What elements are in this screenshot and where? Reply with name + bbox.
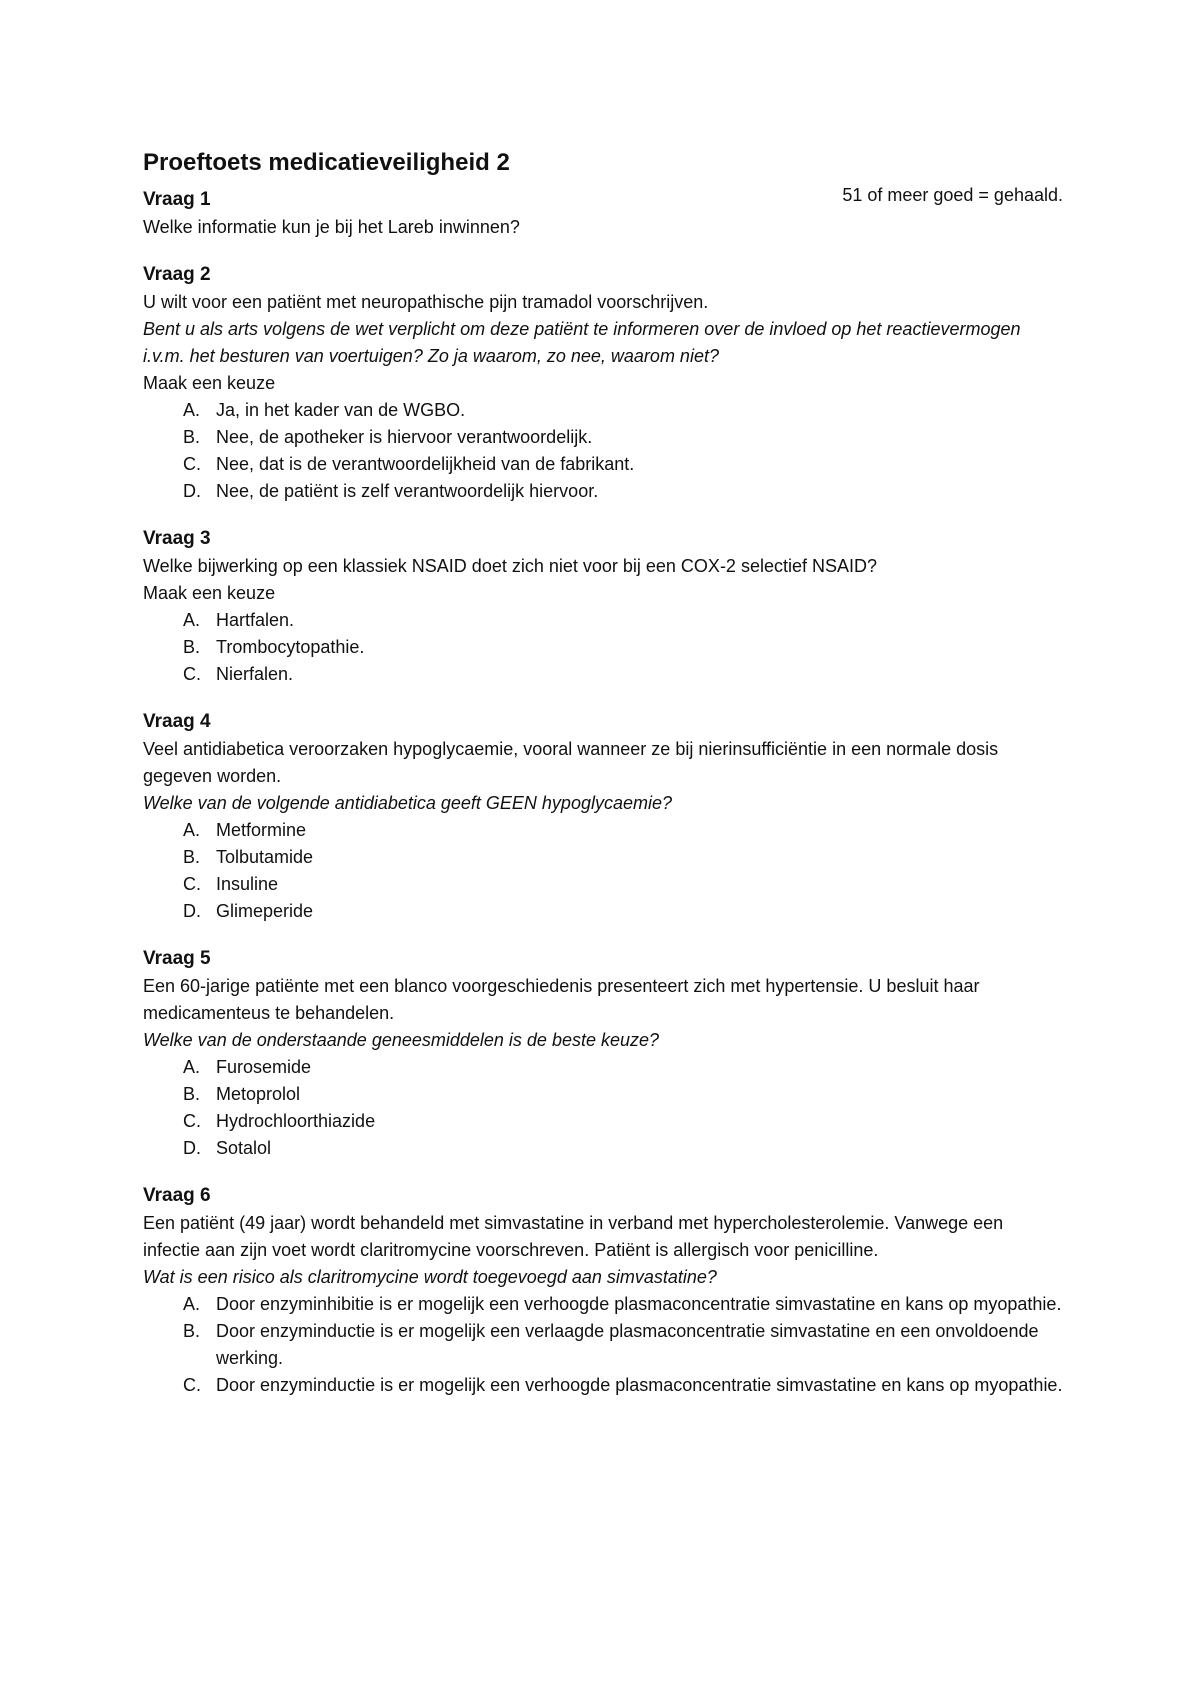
- answer-option: [143, 607, 1063, 634]
- question-title: Vraag 4: [143, 711, 211, 732]
- option-text: Nee, de apotheker is hiervoor verantwoordelijk.: [216, 427, 593, 447]
- option-text: Glimeperide: [216, 901, 314, 921]
- score-note: 51 of meer goed = gehaald.: [842, 185, 1063, 205]
- question-text: U wilt voor een patiënt met neuropathische pijn tramadol voorschrijven.: [143, 292, 709, 312]
- option-text: Sotalol: [216, 1138, 272, 1158]
- choice-hint: Maak een keuze: [143, 373, 276, 393]
- answer-option: [143, 451, 1063, 478]
- question-list: [143, 186, 1063, 1399]
- question-text: Welke bijwerking op een klassiek NSAID doet zich niet voor bij een COX-2 selectief NSAID?: [143, 556, 878, 576]
- answer-option: [143, 817, 1063, 844]
- answer-option: [143, 424, 1063, 451]
- question-title: Vraag 1: [143, 189, 211, 210]
- answer-option: [143, 1081, 1063, 1108]
- question-text: Een patiënt (49 jaar) wordt behandeld met simvastatine in verband met hypercholesterolemie. Vanwege een infectie aan zijn voet wordt claritromycine voorschreven. Patiënt is allergisch voor penicilline.: [143, 1213, 1004, 1260]
- option-list: [143, 607, 1063, 688]
- question-text: Veel antidiabetica veroorzaken hypoglycaemie, vooral wanneer ze bij nierinsufficiëntie in een normale dosis gegeven worden.: [143, 739, 999, 786]
- option-list: [143, 1291, 1063, 1399]
- question-block: [143, 945, 1063, 1162]
- option-letter: B.: [183, 1084, 201, 1104]
- option-text: Door enzyminductie is er mogelijk een verhoogde plasmaconcentratie simvastatine en kans op myopathie.: [216, 1375, 1063, 1395]
- option-letter: A.: [183, 1294, 201, 1314]
- option-letter: A.: [183, 820, 201, 840]
- option-text: Hydrochloorthiazide: [216, 1111, 376, 1131]
- option-letter: C.: [183, 874, 201, 894]
- option-letter: C.: [183, 1375, 201, 1395]
- question-block: [143, 261, 1063, 505]
- question-block: [143, 525, 1063, 688]
- question-title: Vraag 3: [143, 528, 211, 549]
- page-title: Proeftoets medicatieveiligheid 2: [143, 149, 510, 176]
- option-text: Metoprolol: [216, 1084, 301, 1104]
- question-text: Een 60-jarige patiënte met een blanco voorgeschiedenis presenteert zich met hypertensie. U besluit haar medicamenteus te behandelen.: [143, 976, 980, 1023]
- option-text: Nee, dat is de verantwoordelijkheid van de fabrikant.: [216, 454, 635, 474]
- option-letter: B.: [183, 847, 201, 867]
- option-list: [143, 1054, 1063, 1162]
- option-text: Insuline: [216, 874, 279, 894]
- option-letter: B.: [183, 637, 201, 657]
- question-prompt: Welke van de volgende antidiabetica geeft GEEN hypoglycaemie?: [143, 793, 672, 813]
- answer-option: [143, 1135, 1063, 1162]
- option-text: Tolbutamide: [216, 847, 314, 867]
- question-text: Welke informatie kun je bij het Lareb inwinnen?: [143, 217, 520, 237]
- answer-option: [143, 871, 1063, 898]
- answer-option: [143, 634, 1063, 661]
- question-title: Vraag 2: [143, 264, 211, 285]
- answer-option: [143, 844, 1063, 871]
- question-prompt: Welke van de onderstaande geneesmiddelen is de beste keuze?: [143, 1030, 660, 1050]
- option-letter: A.: [183, 610, 201, 630]
- option-letter: C.: [183, 454, 201, 474]
- option-text: Nierfalen.: [216, 664, 294, 684]
- answer-option: [143, 397, 1063, 424]
- option-letter: C.: [183, 1111, 201, 1131]
- answer-option: [143, 1054, 1063, 1081]
- choice-hint: Maak een keuze: [143, 583, 276, 603]
- question-prompt: Bent u als arts volgens de wet verplicht om deze patiënt te informeren over de invloed op het reactievermogen i.v.m. het besturen van voertuigen? Zo ja waarom, zo nee, waarom niet?: [143, 319, 1021, 366]
- answer-option: [143, 1291, 1063, 1318]
- option-text: Hartfalen.: [216, 610, 295, 630]
- answer-option: [143, 1108, 1063, 1135]
- answer-option: [143, 1372, 1063, 1399]
- option-letter: D.: [183, 481, 201, 501]
- option-text: Door enzyminductie is er mogelijk een verlaagde plasmaconcentratie simvastatine en een onvoldoende werking.: [216, 1321, 1039, 1368]
- option-letter: B.: [183, 1321, 201, 1341]
- option-letter: B.: [183, 427, 201, 447]
- document-page: [143, 146, 1063, 1399]
- option-letter: C.: [183, 664, 201, 684]
- option-text: Furosemide: [216, 1057, 312, 1077]
- option-text: Trombocytopathie.: [216, 637, 365, 657]
- question-title: Vraag 5: [143, 948, 211, 969]
- option-text: Nee, de patiënt is zelf verantwoordelijk hiervoor.: [216, 481, 599, 501]
- option-letter: A.: [183, 1057, 201, 1077]
- option-text: Ja, in het kader van de WGBO.: [216, 400, 466, 420]
- question-prompt: Wat is een risico als claritromycine wordt toegevoegd aan simvastatine?: [143, 1267, 717, 1287]
- option-letter: A.: [183, 400, 201, 420]
- answer-option: [143, 661, 1063, 688]
- option-text: Door enzyminhibitie is er mogelijk een verhoogde plasmaconcentratie simvastatine en kans op myopathie.: [216, 1294, 1062, 1314]
- option-list: [143, 817, 1063, 925]
- option-list: [143, 397, 1063, 505]
- question-title: Vraag 6: [143, 1185, 211, 1206]
- answer-option: [143, 898, 1063, 925]
- option-text: Metformine: [216, 820, 307, 840]
- option-letter: D.: [183, 1138, 201, 1158]
- question-block: [143, 708, 1063, 925]
- answer-option: [143, 1318, 1063, 1372]
- option-letter: D.: [183, 901, 201, 921]
- question-block: [143, 1182, 1063, 1399]
- answer-option: [143, 478, 1063, 505]
